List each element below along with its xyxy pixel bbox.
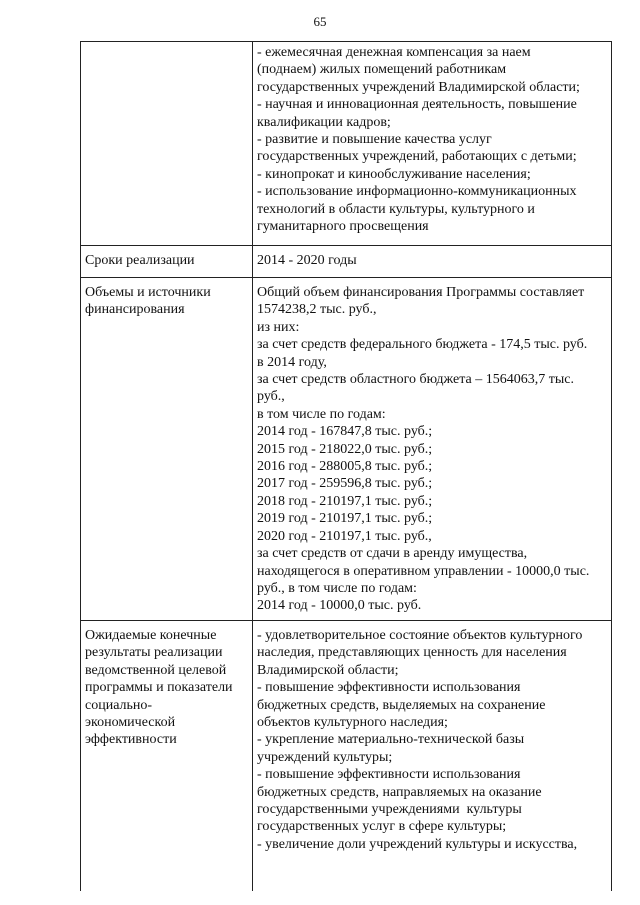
text-line: руб., xyxy=(257,389,285,405)
text-line: квалификации кадров; xyxy=(257,114,391,130)
text-line: 2014 - 2020 годы xyxy=(257,253,357,268)
table-row xyxy=(81,42,612,246)
text-line: - развитие и повышение качества услуг xyxy=(257,132,492,148)
text-line: экономической xyxy=(85,715,176,731)
text-line: Владимирской области; xyxy=(257,662,399,678)
text-line: технологий в области культуры, культурного и xyxy=(257,201,535,217)
text-line: государственными учреждениями культуры xyxy=(257,802,522,818)
text-line: социально- xyxy=(85,697,153,713)
text-line: объектов культурного наследия; xyxy=(257,715,448,731)
text-line: бюджетных средств, направляемых на оказание xyxy=(257,784,542,800)
text-line: - ежемесячная денежная компенсация за наем xyxy=(257,45,531,60)
row-label-cell xyxy=(81,278,253,621)
text-line: находящегося в оперативном управлении - 10000,0 тыс. xyxy=(257,563,590,579)
text-line: за счет средств федерального бюджета - 174,5 тыс. руб. xyxy=(257,337,588,353)
text-line: - использование информационно-коммуникационных xyxy=(257,184,577,200)
text-line: государственных учреждений, работающих с детьми; xyxy=(257,149,577,165)
text-line: государственных учреждений Владимирской области; xyxy=(257,79,580,95)
text-line: ведомственной целевой xyxy=(85,662,227,678)
text-line: наследия, представляющих ценность для населения xyxy=(257,645,567,661)
text-line: - увеличение доли учреждений культуры и искусства, xyxy=(257,836,578,852)
row-value-cell xyxy=(253,246,612,278)
text-line: учреждений культуры; xyxy=(257,749,393,765)
text-line: - удовлетворительное состояние объектов культурного xyxy=(257,628,583,643)
text-line: - научная и инновационная деятельность, повышение xyxy=(257,97,577,113)
row-label-cell xyxy=(81,246,253,278)
text-line: - кинопрокат и кинообслуживание населения; xyxy=(257,166,531,182)
text-line: 2014 год - 10000,0 тыс. руб. xyxy=(257,598,422,614)
text-line: эффективности xyxy=(85,732,177,748)
row-label-cell xyxy=(81,42,253,246)
text-line: за счет средств от сдачи в аренду имущества, xyxy=(257,546,528,562)
text-line: финансирования xyxy=(85,302,185,318)
text-line: 2014 год - 167847,8 тыс. руб.; xyxy=(257,424,433,440)
text-line: из них: xyxy=(257,319,300,335)
text-line: программы и показатели xyxy=(85,680,233,696)
row-value-cell xyxy=(253,42,612,246)
row-label-cell xyxy=(81,621,253,892)
text-line: 2019 год - 210197,1 тыс. руб.; xyxy=(257,511,433,527)
text-line: 2015 год - 218022,0 тыс. руб.; xyxy=(257,441,433,457)
text-line: 1574238,2 тыс. руб., xyxy=(257,302,377,318)
text-line: (поднаем) жилых помещений работникам xyxy=(257,62,507,78)
text-line: руб., в том числе по годам: xyxy=(257,580,417,596)
program-passport-table xyxy=(80,41,612,891)
text-line: 2020 год - 210197,1 тыс. руб., xyxy=(257,528,432,544)
row-value-cell xyxy=(253,621,612,892)
page-number: 65 xyxy=(313,14,327,29)
text-line: Объемы и источники xyxy=(85,285,211,300)
text-line: - укрепление материально-технической базы xyxy=(257,732,525,748)
text-line: за счет средств областного бюджета – 1564063,7 тыс. xyxy=(257,372,574,388)
text-line: - повышение эффективности использования xyxy=(257,680,521,696)
table-row xyxy=(81,278,612,621)
text-line: гуманитарного просвещения xyxy=(257,219,429,235)
text-line: 2018 год - 210197,1 тыс. руб.; xyxy=(257,493,433,509)
row-value-cell xyxy=(253,278,612,621)
text-line: результаты реализации xyxy=(85,645,223,661)
table-row xyxy=(81,621,612,892)
text-line: государственных услуг в сфере культуры; xyxy=(257,819,507,835)
text-line: - повышение эффективности использования xyxy=(257,767,521,783)
text-line: 2016 год - 288005,8 тыс. руб.; xyxy=(257,459,433,475)
text-line: в том числе по годам: xyxy=(257,406,386,422)
table-row xyxy=(81,246,612,278)
text-line: в 2014 году, xyxy=(257,354,327,370)
text-line: 2017 год - 259596,8 тыс. руб.; xyxy=(257,476,433,492)
text-line: Общий объем финансирования Программы составляет xyxy=(257,285,585,300)
text-line: Сроки реализации xyxy=(85,253,195,268)
text-line: бюджетных средств, выделяемых на сохранение xyxy=(257,697,546,713)
text-line: Ожидаемые конечные xyxy=(85,628,217,643)
